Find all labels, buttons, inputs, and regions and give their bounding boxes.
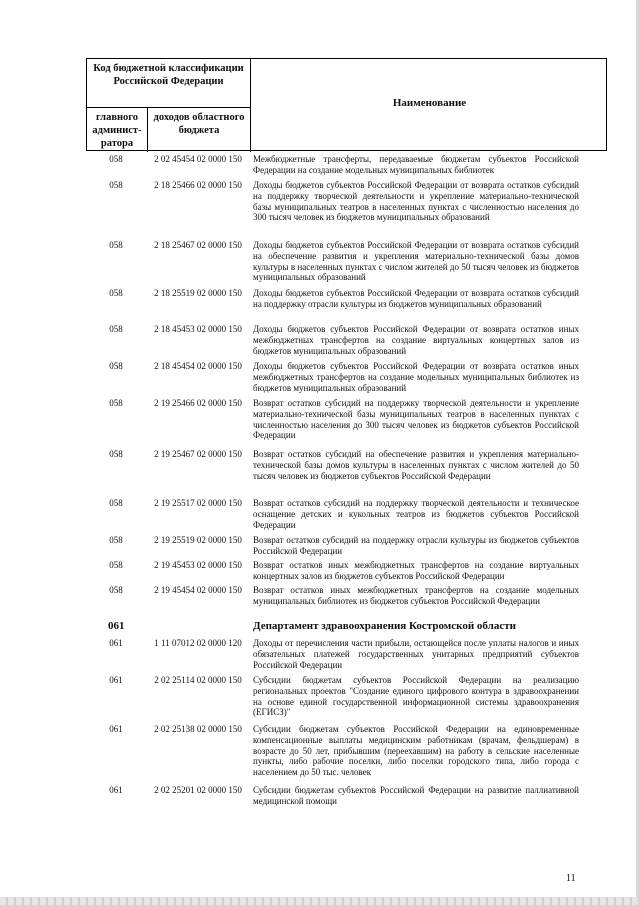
admin-code: 061 (109, 675, 123, 685)
income-code: 2 19 25519 02 0000 150 (154, 535, 242, 545)
income-code: 2 19 25517 02 0000 150 (154, 498, 242, 508)
admin-code: 058 (109, 361, 123, 371)
admin-code: 058 (109, 288, 123, 298)
income-name: Возврат остатков иных межбюджетных трансфертов на создание модельных муниципальных библиотек из бюджетов субъектов Российской Федерации (253, 585, 579, 606)
income-code: 2 19 25466 02 0000 150 (154, 398, 242, 408)
table-header (86, 58, 607, 151)
income-name: Возврат остатков иных межбюджетных трансфертов на создание виртуальных концертных залов из бюджетов субъектов Российской Федерации (253, 560, 579, 581)
admin-code: 058 (109, 180, 123, 190)
admin-code: 061 (109, 785, 123, 795)
income-name: Возврат остатков субсидий на обеспечение развития и укрепления материально-технической базы домов культуры в населенных пунктах с числом жителей до 50 тысяч человек из бюджетов субъектов Российской Федерации (253, 449, 579, 481)
income-name: Возврат остатков субсидий на поддержку творческой деятельности и техническое оснащение детских и кукольных театров из бюджетов субъектов Российской Федерации (253, 498, 579, 530)
admin-code: 058 (109, 585, 123, 595)
income-name: Возврат остатков субсидий на поддержку отрасли культуры из бюджетов субъектов Российской Федерации (253, 535, 579, 556)
page-number: 11 (566, 873, 576, 884)
income-name: Доходы бюджетов субъектов Российской Федерации от возврата остатков иных межбюджетных трансфертов на создание модельных муниципальных библиотек из бюджетов муниципальных образований (253, 361, 579, 393)
income-name: Субсидии бюджетам субъектов Российской Федерации на единовременные компенсационные выплаты медицинским работникам (врачам, фельдшерам) в возрасте до 50 лет, прибывшим (переехавшим) на работу в сельские населенные пункты, либо рабочие поселки, либо поселки городского типа, либо города с населением до 50 тыс. человек (253, 724, 579, 778)
admin-code: 061 (109, 724, 123, 734)
admin-code: 058 (109, 498, 123, 508)
admin-code: 058 (109, 449, 123, 459)
income-name: Доходы бюджетов субъектов Российской Федерации от возврата остатков субсидий на поддержку отрасли культуры из бюджетов муниципальных образований (253, 288, 579, 309)
income-name: Доходы от перечисления части прибыли, остающейся после уплаты налогов и иных обязательных платежей государственных унитарных предприятий субъектов Российской Федерации (253, 638, 579, 670)
income-name: Доходы бюджетов субъектов Российской Федерации от возврата остатков субсидий на обеспечение развития и укрепления материально-технической базы домов культуры в населенных пунктах с числом жителей до 50 тысяч человек из бюджетов муниципальных образований (253, 240, 579, 283)
income-name: Доходы бюджетов субъектов Российской Федерации от возврата остатков иных межбюджетных трансфертов на создание виртуальных концертных залов из бюджетов муниципальных образований (253, 324, 579, 356)
admin-code: 058 (109, 240, 123, 250)
header-income-column: доходов областного бюджета (153, 112, 245, 136)
income-name: Возврат остатков субсидий на поддержку творческой деятельности и укрепление материально-технической базы муниципальных театров в населенных пунктах с численностью населения до 300 тысяч человек из бюджетов субъектов Российской Федерации (253, 398, 579, 441)
department-name: Департамент здравоохранения Костромской области (253, 620, 516, 632)
income-code: 2 02 45454 02 0000 150 (154, 154, 242, 164)
header-admin-column: главного админист-ратора (92, 112, 142, 149)
income-name: Субсидии бюджетам субъектов Российской Федерации на развитие паллиативной медицинской помощи (253, 785, 579, 806)
income-code: 2 02 25138 02 0000 150 (154, 724, 242, 734)
income-name: Межбюджетные трансферты, передаваемые бюджетам субъектов Российской Федерации на создание модельных муниципальных библиотек (253, 154, 579, 175)
admin-code: 061 (109, 638, 123, 648)
header-code-group: Код бюджетной классификации Российской Федерации (93, 63, 244, 87)
header-divider (87, 107, 250, 108)
income-code: 2 18 25466 02 0000 150 (154, 180, 242, 190)
admin-code: 058 (109, 154, 123, 164)
admin-code: 058 (109, 535, 123, 545)
income-code: 2 19 45454 02 0000 150 (154, 585, 242, 595)
income-code: 2 18 25467 02 0000 150 (154, 240, 242, 250)
admin-code: 058 (109, 398, 123, 408)
admin-code: 058 (109, 324, 123, 334)
department-admin-code: 061 (108, 620, 125, 632)
income-code: 2 18 45453 02 0000 150 (154, 324, 242, 334)
income-code: 2 19 25467 02 0000 150 (154, 449, 242, 459)
admin-code: 058 (109, 560, 123, 570)
income-code: 2 18 45454 02 0000 150 (154, 361, 242, 371)
income-name: Доходы бюджетов субъектов Российской Федерации от возврата остатков субсидий на поддержку творческой деятельности и укрепление материально-технической базы муниципальных театров в населенных пунктах с численностью населения до 300 тысяч человек из бюджетов муниципальных образований (253, 180, 579, 223)
income-code: 2 02 25201 02 0000 150 (154, 785, 242, 795)
income-code: 2 02 25114 02 0000 150 (154, 675, 242, 685)
income-code: 2 19 45453 02 0000 150 (154, 560, 242, 570)
income-code: 2 18 25519 02 0000 150 (154, 288, 242, 298)
header-name-column: Наименование (392, 97, 467, 109)
income-code: 1 11 07012 02 0000 120 (154, 638, 242, 648)
income-name: Субсидии бюджетам субъектов Российской Федерации на реализацию региональных проектов "Создание единого цифрового контура в здравоохранении на основе единой государственной информационной системы здравоохранения (ЕГИСЗ)" (253, 675, 579, 718)
scan-edge (0, 897, 639, 905)
